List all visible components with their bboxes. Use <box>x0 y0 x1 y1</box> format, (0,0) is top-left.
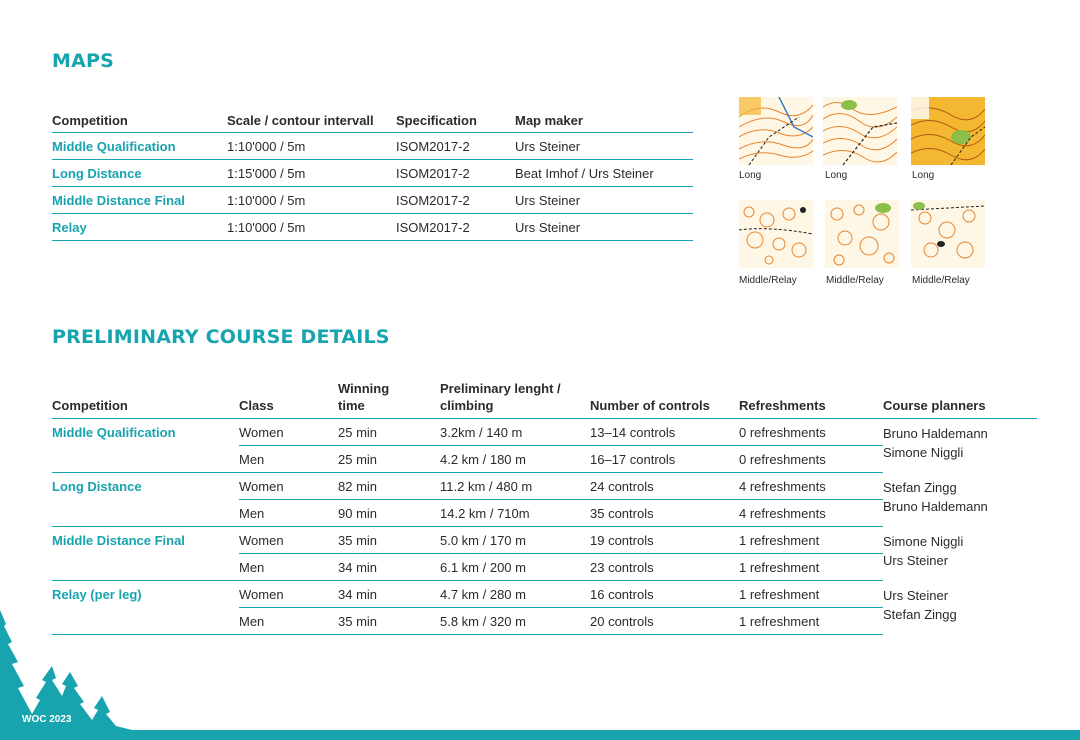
spec-value: ISOM2017-2 <box>396 138 470 154</box>
controls-value: 16–17 controls <box>590 446 739 473</box>
scale-value: 1:10'000 / 5m <box>227 138 306 154</box>
map-thumbnail-long-1 <box>739 97 813 165</box>
course-header-row <box>52 378 1037 419</box>
winning-time-value: 34 min <box>338 554 440 581</box>
thumbnail-caption: Middle/Relay <box>739 275 797 286</box>
table-row <box>52 187 693 214</box>
course-planners: Stefan Zingg Bruno Haldemann <box>883 479 988 514</box>
table-row <box>52 419 1037 446</box>
length-value: 5.0 km / 170 m <box>440 527 590 554</box>
table-row <box>52 581 1037 608</box>
length-value: 5.8 km / 320 m <box>440 608 590 635</box>
maps-header-competition: Competition <box>52 113 128 128</box>
class-value: Women <box>239 419 338 446</box>
winning-time-value: 90 min <box>338 500 440 527</box>
length-value: 11.2 km / 480 m <box>440 473 590 500</box>
table-row <box>52 473 1037 500</box>
length-value: 4.7 km / 280 m <box>440 581 590 608</box>
scale-value: 1:10'000 / 5m <box>227 192 306 208</box>
length-value: 3.2km / 140 m <box>440 419 590 446</box>
maps-table <box>52 110 693 241</box>
map-thumbnail-middle-1 <box>739 200 813 268</box>
map-thumbnail-long-2 <box>823 97 897 165</box>
winning-time-value: 34 min <box>338 581 440 608</box>
controls-value: 16 controls <box>590 581 739 608</box>
controls-value: 19 controls <box>590 527 739 554</box>
refreshments-value: 1 refreshment <box>739 554 883 581</box>
class-value: Men <box>239 554 338 581</box>
class-value: Women <box>239 581 338 608</box>
competition-name: Middle Distance Final <box>52 192 185 208</box>
competition-name: Relay (per leg) <box>52 586 142 602</box>
class-value: Men <box>239 446 338 473</box>
winning-time-value: 82 min <box>338 473 440 500</box>
map-maker-value: Urs Steiner <box>515 219 581 235</box>
maps-header-row <box>52 110 693 133</box>
course-planners: Urs Steiner Stefan Zingg <box>883 587 957 622</box>
refreshments-value: 4 refreshments <box>739 473 883 500</box>
map-maker-value: Urs Steiner <box>515 138 581 154</box>
winning-time-value: 25 min <box>338 419 440 446</box>
map-maker-value: Urs Steiner <box>515 192 581 208</box>
refreshments-value: 4 refreshments <box>739 500 883 527</box>
maps-title: MAPS <box>52 50 115 72</box>
length-value: 4.2 km / 180 m <box>440 446 590 473</box>
class-value: Men <box>239 500 338 527</box>
page-number: 27 <box>122 714 134 725</box>
controls-value: 35 controls <box>590 500 739 527</box>
scale-value: 1:15'000 / 5m <box>227 165 306 181</box>
competition-name: Middle Distance Final <box>52 532 185 548</box>
winning-time-value: 25 min <box>338 446 440 473</box>
thumbnail-caption: Long <box>825 170 848 181</box>
maps-header-scale: Scale / contour intervall <box>227 113 374 128</box>
spec-value: ISOM2017-2 <box>396 219 470 235</box>
length-value: 6.1 km / 200 m <box>440 554 590 581</box>
class-value: Men <box>239 608 338 635</box>
controls-value: 23 controls <box>590 554 739 581</box>
winning-time-value: 35 min <box>338 527 440 554</box>
footer-label: WOC 2023 <box>22 714 72 725</box>
course-header-planners: Course planners <box>883 398 986 413</box>
competition-name: Long Distance <box>52 165 142 181</box>
refreshments-value: 0 refreshments <box>739 446 883 473</box>
course-header-class: Class <box>239 398 274 413</box>
refreshments-value: 1 refreshment <box>739 608 883 635</box>
course-details-table <box>52 378 1037 635</box>
map-thumbnail-middle-3 <box>911 200 985 268</box>
spec-value: ISOM2017-2 <box>396 165 470 181</box>
refreshments-value: 1 refreshment <box>739 527 883 554</box>
length-value: 14.2 km / 710m <box>440 500 590 527</box>
maps-header-maker: Map maker <box>515 113 583 128</box>
competition-name: Middle Qualification <box>52 138 176 154</box>
spec-value: ISOM2017-2 <box>396 192 470 208</box>
competition-name: Long Distance <box>52 478 142 494</box>
refreshments-value: 0 refreshments <box>739 419 883 446</box>
thumbnail-caption: Middle/Relay <box>912 275 970 286</box>
course-planners: Bruno Haldemann Simone Niggli <box>883 426 988 460</box>
class-value: Women <box>239 473 338 500</box>
controls-value: 13–14 controls <box>590 419 739 446</box>
course-header-winning-time: Winning time <box>338 381 390 413</box>
footer-band <box>0 730 1080 740</box>
table-row <box>52 160 693 187</box>
controls-value: 24 controls <box>590 473 739 500</box>
competition-name: Relay <box>52 219 87 235</box>
table-row <box>52 214 693 241</box>
class-value: Women <box>239 527 338 554</box>
competition-name: Middle Qualification <box>52 424 176 440</box>
maps-header-spec: Specification <box>396 113 477 128</box>
thumbnail-caption: Long <box>739 170 762 181</box>
course-header-controls: Number of controls <box>590 398 710 413</box>
map-thumbnail-middle-2 <box>825 200 899 268</box>
course-details-title: PRELIMINARY COURSE DETAILS <box>52 326 390 348</box>
winning-time-value: 35 min <box>338 608 440 635</box>
thumbnail-caption: Long <box>912 170 935 181</box>
thumbnail-caption: Middle/Relay <box>826 275 884 286</box>
table-row <box>52 133 693 160</box>
course-header-refreshments: Refreshments <box>739 398 826 413</box>
refreshments-value: 1 refreshment <box>739 581 883 608</box>
scale-value: 1:10'000 / 5m <box>227 219 306 235</box>
course-header-length: Preliminary lenght / climbing <box>440 381 561 413</box>
map-maker-value: Beat Imhof / Urs Steiner <box>515 165 654 181</box>
table-row <box>52 527 1037 554</box>
course-planners: Simone Niggli Urs Steiner <box>883 533 964 568</box>
course-header-competition: Competition <box>52 398 128 413</box>
map-thumbnail-long-3 <box>911 97 985 165</box>
controls-value: 20 controls <box>590 608 739 635</box>
